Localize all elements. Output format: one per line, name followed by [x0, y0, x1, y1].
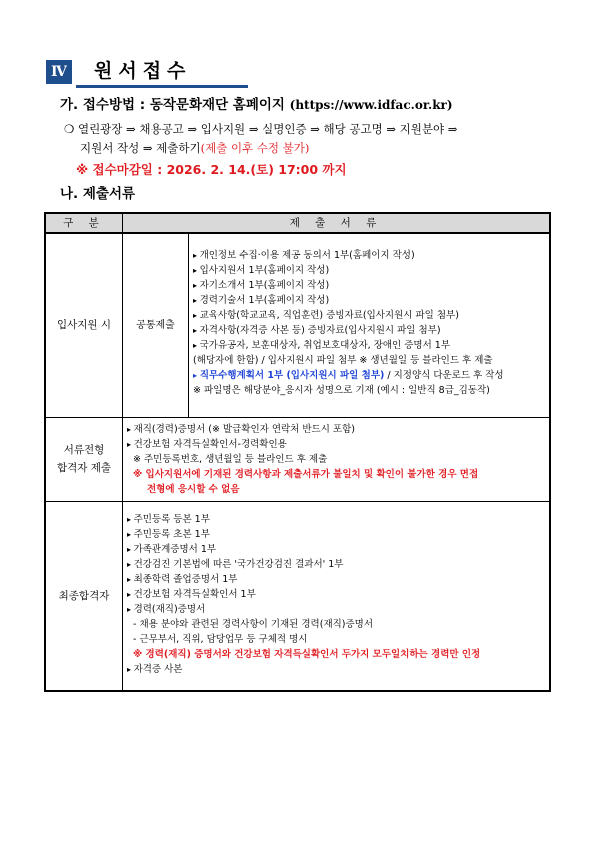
list-item: ▸ 자격사항(자격증 사본 등) 증빙자료(입사지원시 파일 첨부) [193, 323, 545, 338]
list-item: ▸ 가족관계증명서 1부 [127, 542, 545, 557]
steps-line-2 [80, 140, 309, 156]
row1-blue-label: ▸ 직무수행계획서 1부 (입사지원시 파일 첨부) [193, 370, 384, 381]
list-item: ▸ 주민등록 초본 1부 [127, 527, 545, 542]
list-item: ▸ 최종학력 졸업증명서 1부 [127, 572, 545, 587]
list-item: ▸ 주민등록 등본 1부 [127, 512, 545, 527]
steps-note: (제출 이후 수정 불가) [200, 141, 310, 155]
row2-category [45, 417, 123, 501]
header-docs: 제 출 서 류 [123, 213, 551, 233]
documents-table [44, 212, 551, 692]
header-category: 구 분 [45, 213, 123, 233]
section-title: 원서접수 [94, 60, 192, 82]
row3-warning: ※ 경력(재직) 증명서와 건강보험 자격득실확인서 두가지 모두일치하는 경력만 인정 [133, 648, 481, 660]
row1-subcategory: 공통제출 [123, 233, 189, 417]
row2-warning-line-1: ※ 입사지원서에 기재된 경력사항과 제출서류가 불일치 및 확인이 불가한 경우 면접 [133, 468, 479, 480]
section-number-badge: Ⅳ [46, 60, 72, 84]
steps-line-1: ❍ 열린광장 ⇒ 채용공고 ⇒ 입사지원 ⇒ 실명인증 ⇒ 해당 공고명 ⇒ 지원분야 ⇒ [64, 122, 458, 136]
table-header-row [45, 213, 550, 233]
docs-heading: 나. 제출서류 [60, 186, 136, 202]
method-url: (https://www.idfac.or.kr) [289, 98, 453, 112]
list-item: ▸ 건강검진 기본법에 따른 '국가건강검진 결과서' 1부 [127, 557, 545, 572]
section-underline [76, 85, 248, 88]
steps-text: 지원서 작성 ⇒ 제출하기 [80, 141, 201, 155]
section-header [46, 58, 206, 86]
row2-warning-line-2: 전형에 응시할 수 없음 [147, 483, 240, 495]
list-item: ▸ 경력(재직)증명서 [127, 602, 545, 617]
row2-items [123, 417, 551, 501]
row3-sub-2: - 근무부서, 직위, 담당업무 등 구체적 명시 [133, 633, 308, 645]
list-item: ▸ 건강보험 자격득실확인서-경력확인용 [127, 437, 545, 452]
row2-category-line-1: 서류전형 [63, 444, 105, 456]
list-item: ▸ 국가유공자, 보훈대상자, 취업보호대상자, 장애인 증명서 1부 [193, 338, 545, 353]
row3-items [123, 501, 551, 691]
row1-items [189, 233, 551, 417]
row1-note-2: ※ 파일명은 해당분야_응시자 성명으로 기재 (예시 : 일반직 8급_김동작) [193, 385, 490, 396]
row1-category: 입사지원 시 [45, 233, 123, 417]
list-item: ▸ 자격증 사본 [127, 662, 545, 677]
list-item: ▸ 자기소개서 1부(홈페이지 작성) [193, 278, 545, 293]
table-row [45, 233, 550, 417]
method-label: 가. 접수방법 : 동작문화재단 홈페이지 [60, 97, 285, 113]
list-item: ▸ 재직(경력)증명서 (※ 발급확인자 연락처 반드시 포함) [127, 422, 545, 437]
row1-blue-suffix: / 지정양식 다운로드 후 작성 [384, 370, 504, 381]
table-row [45, 417, 550, 501]
list-item: ▸ 교육사항(학교교육, 직업훈련) 증빙자료(입사지원시 파일 첨부) [193, 308, 545, 323]
row3-category: 최종합격자 [45, 501, 123, 691]
list-item: ▸ 개인정보 수집·이용 제공 동의서 1부(홈페이지 작성) [193, 248, 545, 263]
list-item: ▸ 경력기술서 1부(홈페이지 작성) [193, 293, 545, 308]
list-item: ▸ 입사지원서 1부(홈페이지 작성) [193, 263, 545, 278]
row2-category-line-2: 합격자 제출 [56, 462, 112, 474]
row2-note: ※ 주민등록번호, 생년월일 등 블라인드 후 제출 [133, 453, 328, 465]
row1-note-1: (해당자에 한함) / 입사지원시 파일 첨부 ※ 생년월일 등 블라인드 후 제출 [193, 355, 493, 366]
method-heading [60, 96, 453, 114]
row1-blue-item [193, 368, 545, 383]
list-item: ▸ 건강보험 자격득실확인서 1부 [127, 587, 545, 602]
table-row [45, 501, 550, 691]
row3-sub-1: - 채용 분야와 관련된 경력사항이 기재된 경력(재직)증명서 [133, 618, 374, 630]
deadline-notice: ※ 접수마감일 : 2026. 2. 14.(토) 17:00 까지 [76, 162, 347, 177]
